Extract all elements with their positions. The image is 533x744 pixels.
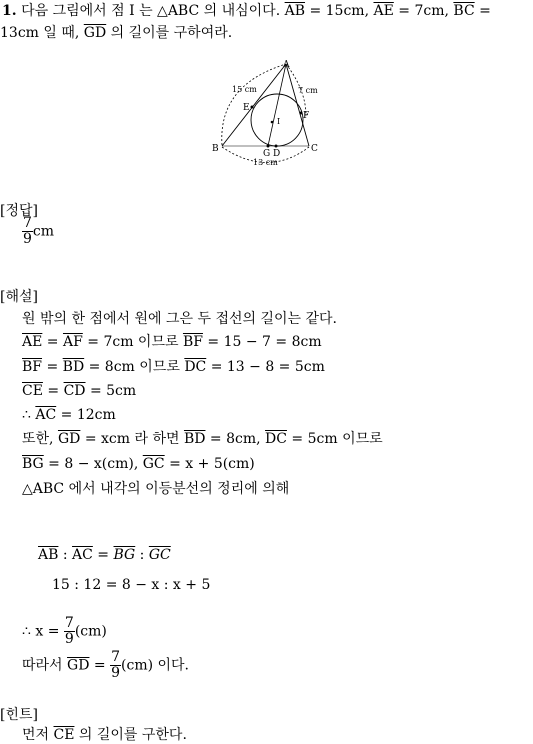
length-ab: 15 cm (232, 85, 257, 94)
explanation-line-6: 또한, $\overline{GD}$ = xcm 라 하면 $\overline{BD} = 8cm$, $\overline{DC} = 5cm$ 이므로 (22, 431, 383, 447)
length-bc: 13 cm (253, 158, 278, 167)
equation-ratio: $\overline{AB}$ : $\overline{AC} = \overline{BG}$ : $\overline{GC}$ (38, 547, 171, 563)
explanation-line-7: $\overline{BG} = 8 - x(cm)$, $\overline{GC} = x + 5(cm)$ (22, 456, 255, 472)
explanation-line-2: $\overline{AE} = \overline{AF} = 7cm$ 이므로 $\overline{BF} = 15 - 7 = 8cm$ (22, 334, 322, 350)
segment-bc: $\overline{BC}$ (453, 3, 475, 19)
hint-text: 먼저 $\overline{CE}$ 의 길이를 구한다. (22, 727, 187, 743)
label-d: D (273, 149, 281, 159)
explanation-line-1: 원 밖의 한 점에서 원에 그은 두 접선의 길이는 같다. (22, 311, 337, 327)
point-g (267, 145, 270, 148)
segment-ab: $\overline{AB}$ (284, 3, 306, 19)
length-ae: 7 cm (298, 86, 318, 95)
bisector-ag (268, 64, 286, 146)
equation-proportion: 15 : 12 = 8 − x : x + 5 (52, 577, 211, 593)
segment-ae: $\overline{AE}$ (373, 3, 394, 19)
problem-line-2: 13cm 일 때, $\overline{GD}$ 의 길이를 구하여라. (0, 25, 233, 41)
label-a: A (283, 60, 290, 70)
answer-value: $\frac{7}{9}$ cm (23, 215, 55, 247)
equation-x: ∴ x = $\frac{7}{9}$ (cm) (22, 615, 107, 647)
label-f: F (303, 111, 310, 121)
explanation-line-3: $\overline{BF} = \overline{BD} = 8cm$ 이므로 $\overline{DC} = 13 - 8 = 5cm$ (22, 359, 325, 375)
explanation-line-4: $\overline{CE} = \overline{CD} = 5cm$ (22, 383, 137, 399)
hint-label: [힌트] (0, 707, 38, 723)
explanation-label: [해설] (0, 289, 38, 305)
answer-fraction: $\frac{7}{9}$ (23, 215, 32, 247)
problem-number: 1. (2, 3, 17, 19)
side-ab (222, 64, 286, 146)
side-ac (286, 64, 309, 146)
answer-label: [정답] (0, 203, 38, 219)
explanation-line-5: ∴ $\overline{AC} = 12cm$ (22, 407, 116, 423)
problem-line-1: 1. 다음 그림에서 점 I 는 △ABC 의 내심이다. $\overline{AB} = 15cm$, $\overline{AE} = 7cm$, $\overline{BC}$ = (2, 3, 491, 19)
explanation-line-8: △ABC 에서 내각의 이등분선의 정리에 의해 (22, 481, 290, 497)
segment-gd: $\overline{GD}$ (83, 25, 107, 41)
label-g: G (263, 149, 271, 159)
label-e: E (243, 103, 250, 113)
point-i (271, 121, 274, 124)
label-c: C (311, 144, 318, 154)
triangle-figure (205, 56, 335, 171)
equation-conclusion: 따라서 $\overline{GD}$ = $\frac{7}{9}$ (cm) 이다. (22, 649, 190, 681)
point-e (251, 106, 254, 109)
label-b: B (212, 144, 219, 154)
label-i: I (277, 117, 281, 126)
point-d (275, 145, 278, 148)
